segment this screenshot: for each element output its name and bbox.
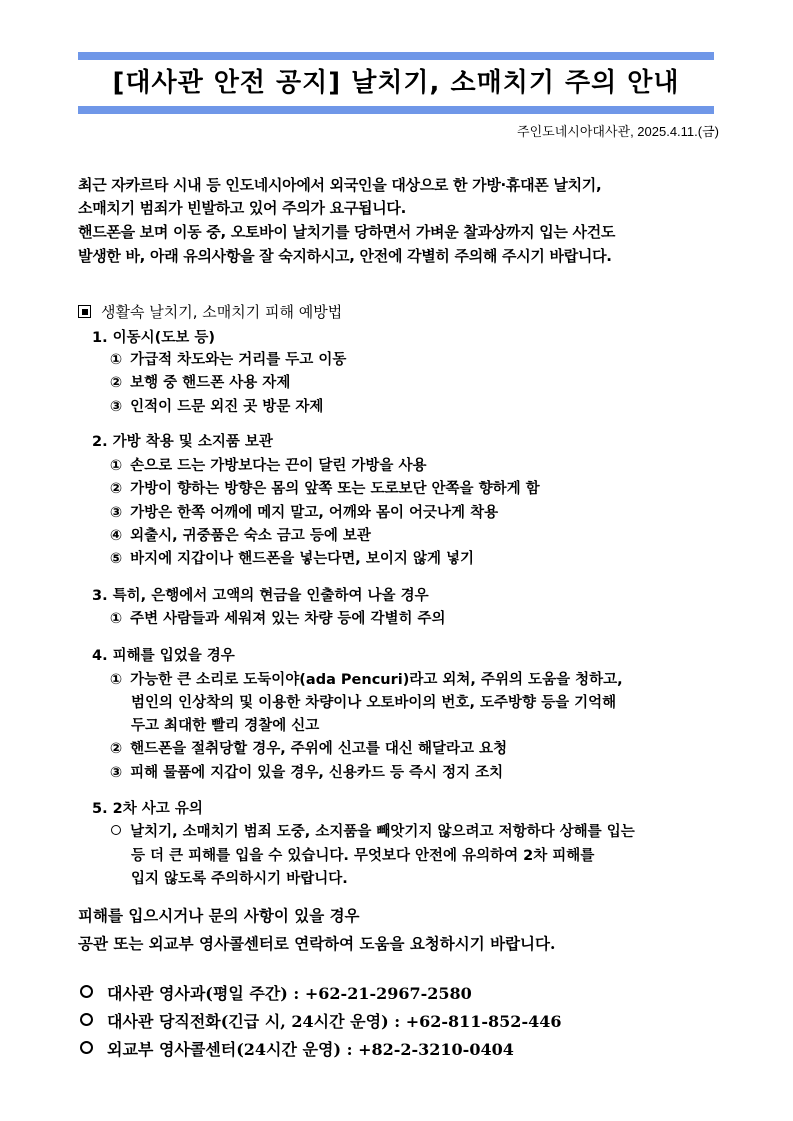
section-heading [78, 301, 342, 323]
item-marker: ② [109, 481, 123, 497]
item-text: 가능한 큰 소리로 도둑이야(ada Pencuri)라고 외쳐, 주위의 도움을 청하고, [130, 672, 623, 688]
intro-line: 최근 자카르타 시내 등 인도네시아에서 외국인을 대상으로 한 가방·휴대폰 날치기, [78, 176, 602, 194]
group-title: 2. 가방 착용 및 소지품 보관 [92, 434, 273, 450]
item-text: 핸드폰을 절취당할 경우, 주위에 신고를 대신 해달라고 요청 [130, 741, 508, 757]
list-item [107, 373, 290, 393]
author-date: 주인도네시아대사관, 2025.4.11.(금) [517, 124, 719, 139]
item-text: 피해 물품에 지갑이 있을 경우, 신용카드 등 즉시 정지 조치 [130, 765, 504, 781]
footer-line: 피해를 입으시거나 문의 사항이 있을 경우 [78, 906, 360, 925]
item-marker: ③ [109, 399, 123, 415]
item-marker: ② [109, 741, 123, 757]
list-item [107, 549, 474, 569]
section-heading-text: 생활속 날치기, 소매치기 피해 예방법 [101, 303, 343, 321]
footer-line: 공관 또는 외교부 영사콜센터로 연락하여 도움을 요청하시기 바랍니다. [78, 934, 556, 953]
list-item [107, 503, 498, 523]
item-marker: ③ [109, 505, 123, 521]
contact-text: 외교부 영사콜센터(24시간 운영) : +82-2-3210-0404 [107, 1040, 514, 1059]
title-top-bar [78, 52, 714, 60]
item-text: 손으로 드는 가방보다는 끈이 달린 가방을 사용 [130, 458, 427, 474]
item-marker: ① [109, 672, 123, 688]
list-item [107, 670, 623, 690]
group-title: 1. 이동시(도보 등) [92, 330, 215, 346]
item-text: 보행 중 핸드폰 사용 자제 [130, 375, 291, 391]
square-bullet-icon [78, 305, 91, 318]
item-text: 가방이 향하는 방향은 몸의 앞쪽 또는 도로보단 안쪽을 향하게 함 [130, 481, 540, 497]
group-title: 3. 특히, 은행에서 고액의 현금을 인출하여 나올 경우 [92, 588, 429, 604]
list-item [107, 822, 635, 842]
item-continuation: 범인의 인상착의 및 이용한 차량이나 오토바이의 번호, 도주방향 등을 기억해 [131, 695, 617, 711]
contact-item [80, 1038, 514, 1062]
intro-line: 핸드폰을 보며 이동 중, 오토바이 날치기를 당하면서 가벼운 찰과상까지 입는 사건도 [78, 223, 616, 241]
item-text: 가방은 한쪽 어깨에 메지 말고, 어깨와 몸이 어긋나게 착용 [130, 505, 499, 521]
circle-bullet-icon [80, 1013, 93, 1026]
item-text: 가급적 차도와는 거리를 두고 이동 [130, 352, 347, 368]
list-item [107, 479, 540, 499]
list-item [107, 609, 446, 629]
item-marker: ③ [109, 765, 123, 781]
item-marker: ⑤ [109, 551, 123, 567]
list-item [107, 526, 371, 546]
circle-bullet-icon [111, 825, 121, 835]
item-marker: ② [109, 375, 123, 391]
circle-bullet-icon [80, 1041, 93, 1054]
item-marker: ① [109, 458, 123, 474]
circle-bullet-icon [80, 985, 93, 998]
item-text: 외출시, 귀중품은 숙소 금고 등에 보관 [130, 528, 371, 544]
contact-item [80, 1010, 561, 1034]
contact-text: 대사관 당직전화(긴급 시, 24시간 운영) : +62-811-852-446 [107, 1012, 562, 1031]
title-bottom-bar [78, 106, 714, 114]
list-item [107, 739, 507, 759]
list-item [107, 763, 503, 783]
group-title: 4. 피해를 입었을 경우 [92, 648, 235, 664]
item-marker [107, 822, 125, 842]
group-title: 5. 2차 사고 유의 [92, 801, 203, 817]
item-marker: ① [109, 352, 123, 368]
list-item [107, 397, 323, 417]
item-continuation: 두고 최대한 빨리 경찰에 신고 [131, 718, 320, 734]
contact-item [80, 982, 472, 1006]
intro-line: 소매치기 범죄가 빈발하고 있어 주의가 요구됩니다. [78, 199, 407, 217]
list-item [107, 350, 346, 370]
item-marker: ④ [109, 528, 123, 544]
intro-line: 발생한 바, 아래 유의사항을 잘 숙지하시고, 안전에 각별히 주의해 주시기 바랍니다. [78, 247, 612, 265]
contact-text: 대사관 영사과(평일 주간) : +62-21-2967-2580 [107, 984, 472, 1003]
item-text: 바지에 지갑이나 핸드폰을 넣는다면, 보이지 않게 넣기 [130, 551, 475, 567]
item-continuation: 등 더 큰 피해를 입을 수 있습니다. 무엇보다 안전에 유의하여 2차 피해를 [131, 848, 595, 864]
item-text: 주변 사람들과 세워져 있는 차량 등에 각별히 주의 [130, 611, 446, 627]
item-text: 인적이 드문 외진 곳 방문 자제 [130, 399, 324, 415]
item-continuation: 입지 않도록 주의하시기 바랍니다. [131, 871, 348, 887]
item-marker: ① [109, 611, 123, 627]
page-title: [대사관 안전 공지] 날치기, 소매치기 주의 안내 [112, 68, 680, 98]
list-item [107, 456, 426, 476]
item-text: 날치기, 소매치기 범죄 도중, 소지품을 빼앗기지 않으려고 저항하다 상해를 입는 [130, 824, 635, 840]
